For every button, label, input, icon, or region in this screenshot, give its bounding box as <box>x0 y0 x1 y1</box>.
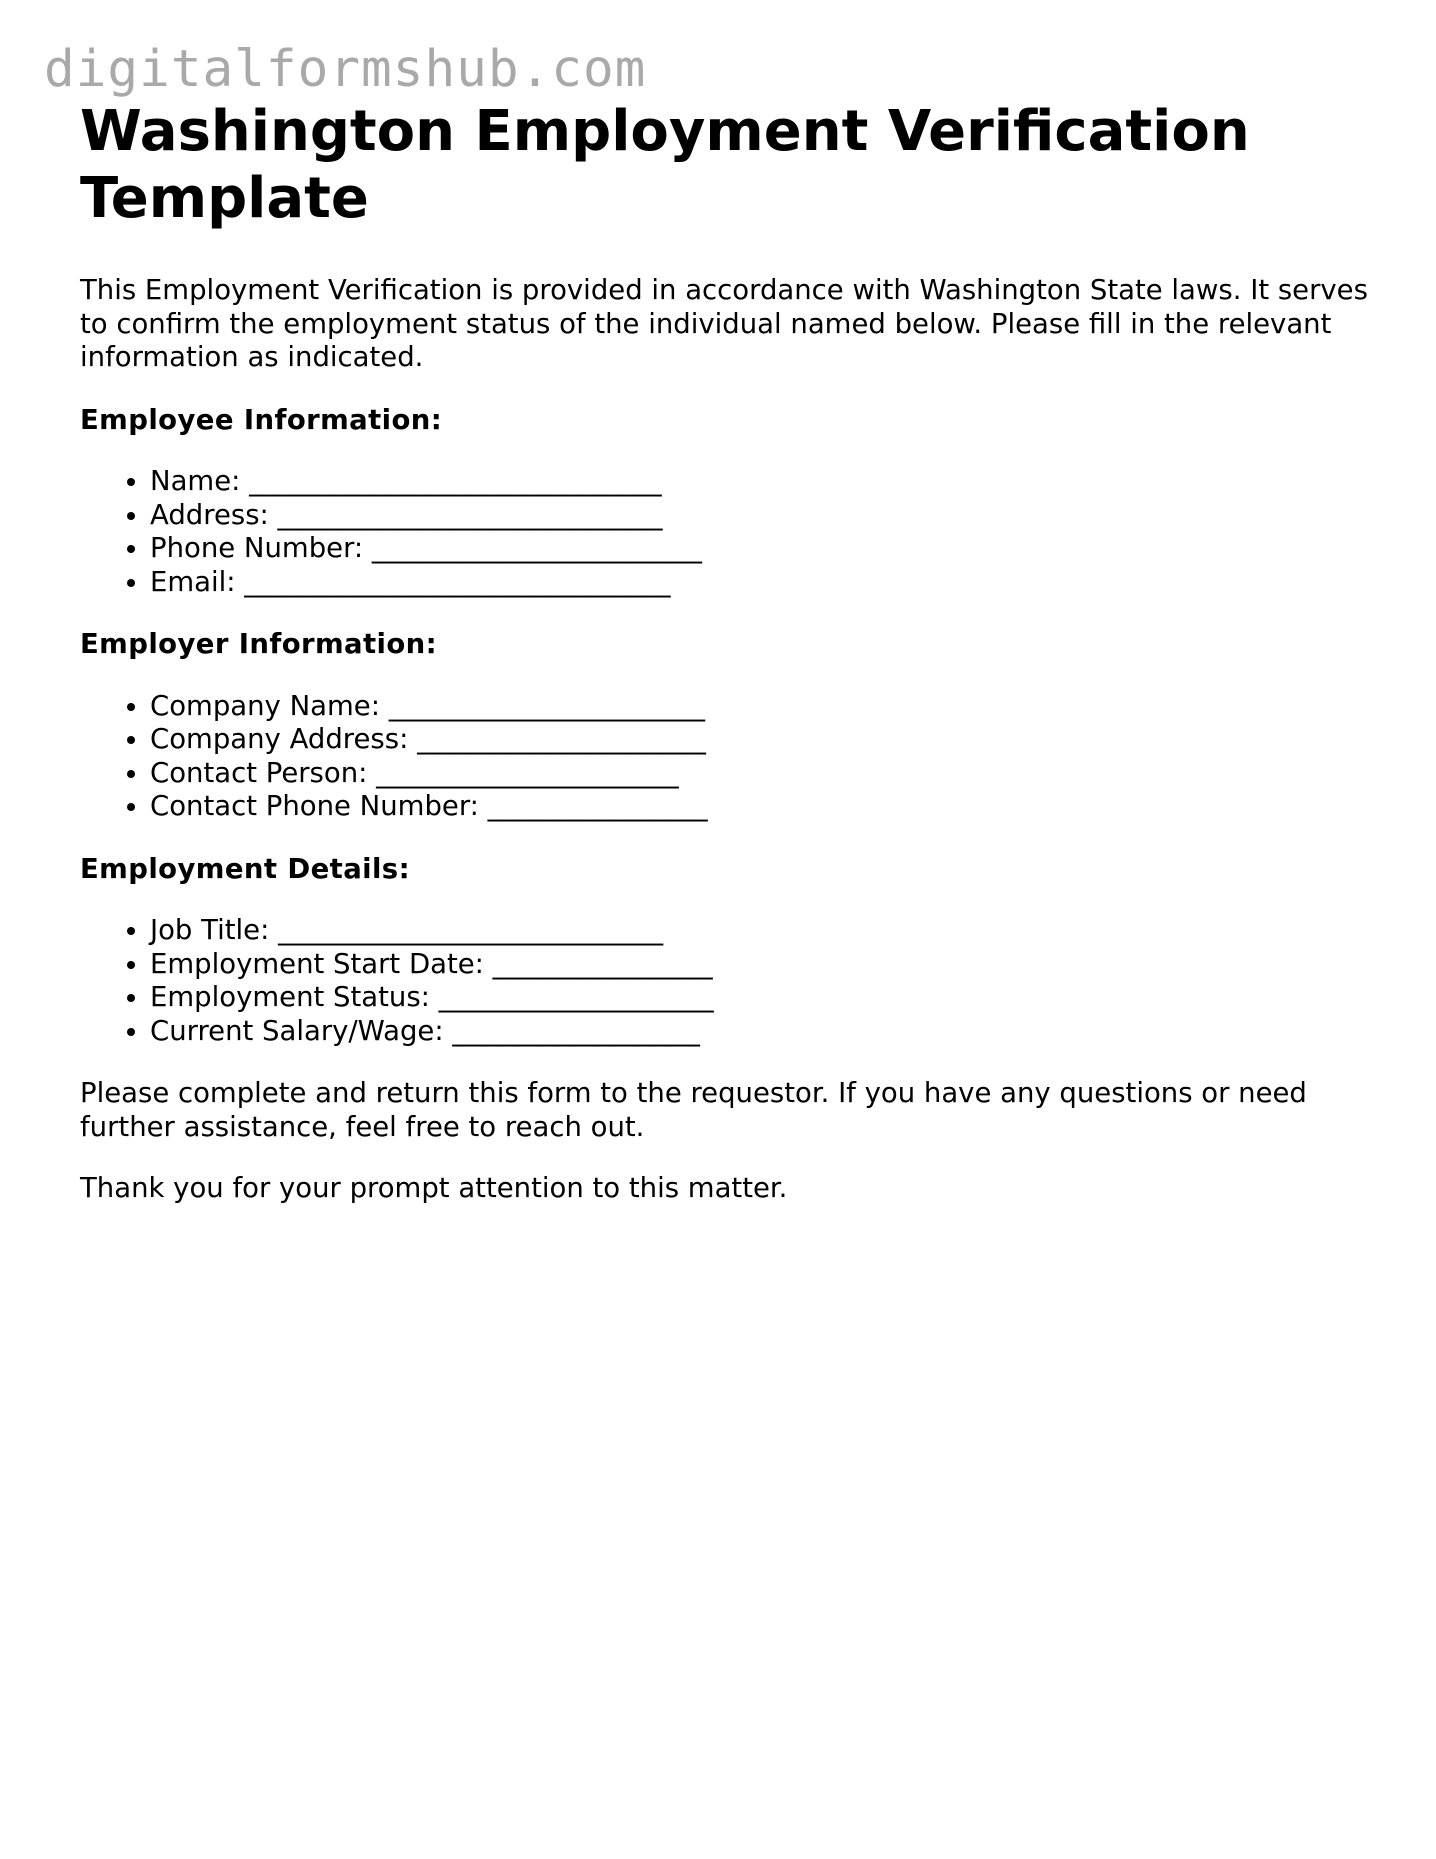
watermark: digitalformshub.com <box>44 40 647 99</box>
field-contact-phone-number: • Contact Phone Number: ________________ <box>150 790 1370 824</box>
field-employment-start-date: • Employment Start Date: ________________ <box>150 948 1370 982</box>
field-company-address: • Company Address: _____________________ <box>150 723 1370 757</box>
employment-details-list <box>80 914 1370 1048</box>
field-address: • Address: ____________________________ <box>150 499 1370 533</box>
field-contact-person: • Contact Person: ______________________ <box>150 757 1370 791</box>
field-name: • Name: ______________________________ <box>150 465 1370 499</box>
intro-paragraph: This Employment Verification is provided in accordance with Washington State laws. It serves to confirm the employment status of the individual named below. Please fill in the relevant information as indicated. <box>80 274 1368 373</box>
thank-you-paragraph: Thank you for your prompt attention to this matter. <box>80 1172 788 1204</box>
field-job-title: • Job Title: ____________________________ <box>150 914 1370 948</box>
section-heading-employment-details: Employment Details: <box>80 852 410 885</box>
document-body <box>80 98 1370 1206</box>
page-title: Washington Employment Verification Template <box>80 99 1250 231</box>
field-employment-status: • Employment Status: ____________________ <box>150 981 1370 1015</box>
employee-fields-list <box>80 465 1370 599</box>
section-heading-employee: Employee Information: <box>80 403 443 436</box>
field-phone-number: • Phone Number: ________________________ <box>150 532 1370 566</box>
closing-paragraph: Please complete and return this form to the requestor. If you have any questions or need further assistance, feel free to reach out. <box>80 1077 1307 1143</box>
section-heading-employer: Employer Information: <box>80 628 438 660</box>
field-email: • Email: _______________________________ <box>150 566 1370 600</box>
employer-fields-list <box>80 690 1370 824</box>
field-current-salary-wage: • Current Salary/Wage: __________________ <box>150 1015 1370 1049</box>
field-company-name: • Company Name: _______________________ <box>150 690 1370 724</box>
